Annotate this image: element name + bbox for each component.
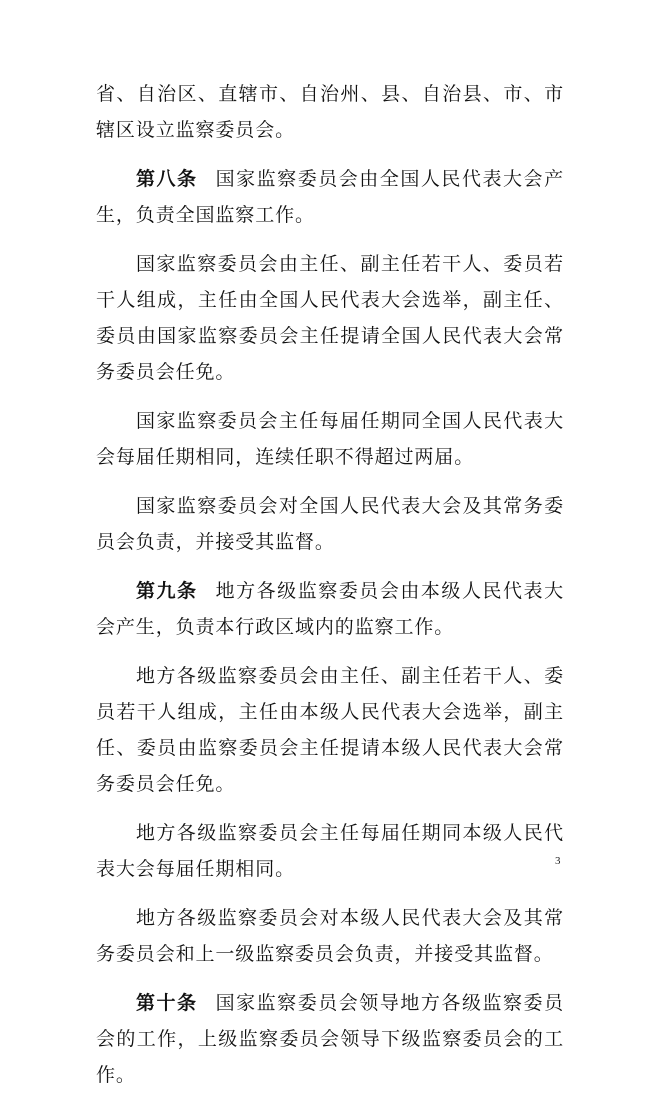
article-9 [96,573,564,645]
paragraph-5 [96,488,564,560]
paragraph-7 [96,658,564,802]
paragraph-3 [96,246,564,390]
paragraph-text: 国家监察委员会对全国人民代表大会及其常务委员会负责，并接受其监督。 [96,495,564,553]
document-body [96,76,564,1106]
paragraph-text: 国家监察委员会由全国人民代表大会产生，负责全国监察工作。 [96,168,564,226]
article-heading: 第十条 [136,992,198,1014]
article-heading: 第八条 [136,168,198,190]
paragraph-text: 国家监察委员会主任每届任期同全国人民代表大会每届任期相同，连续任职不得超过两届。 [96,410,564,468]
paragraph-4 [96,403,564,475]
paragraph-text: 地方各级监察委员会由本级人民代表大会产生，负责本行政区域内的监察工作。 [96,580,564,638]
paragraph-text: 地方各级监察委员会对本级人民代表大会及其常务委员会和上一级监察委员会负责，并接受其监督。 [96,907,564,965]
paragraph-text: 地方各级监察委员会由主任、副主任若干人、委员若干人组成，主任由本级人民代表大会选举，副主任、委员由监察委员会主任提请本级人民代表大会常务委员会任免。 [96,665,564,795]
article-10 [96,985,564,1093]
paragraph-9 [96,900,564,972]
paragraph-text: 国家监察委员会由主任、副主任若干人、委员若干人组成，主任由全国人民代表大会选举，副主任、委员由国家监察委员会主任提请全国人民代表大会常务委员会任免。 [96,253,564,383]
article-heading: 第九条 [136,580,198,602]
page-number: 3 [555,855,561,867]
paragraph-text: 地方各级监察委员会主任每届任期同本级人民代表大会每届任期相同。 [96,822,564,880]
paragraph-text: 省、自治区、直辖市、自治州、县、自治县、市、市辖区设立监察委员会。 [96,83,564,141]
paragraph-text: 国家监察委员会领导地方各级监察委员会的工作，上级监察委员会领导下级监察委员会的工作。 [96,992,564,1086]
paragraph-1 [96,76,564,148]
article-8 [96,161,564,233]
paragraph-8 [96,815,564,887]
